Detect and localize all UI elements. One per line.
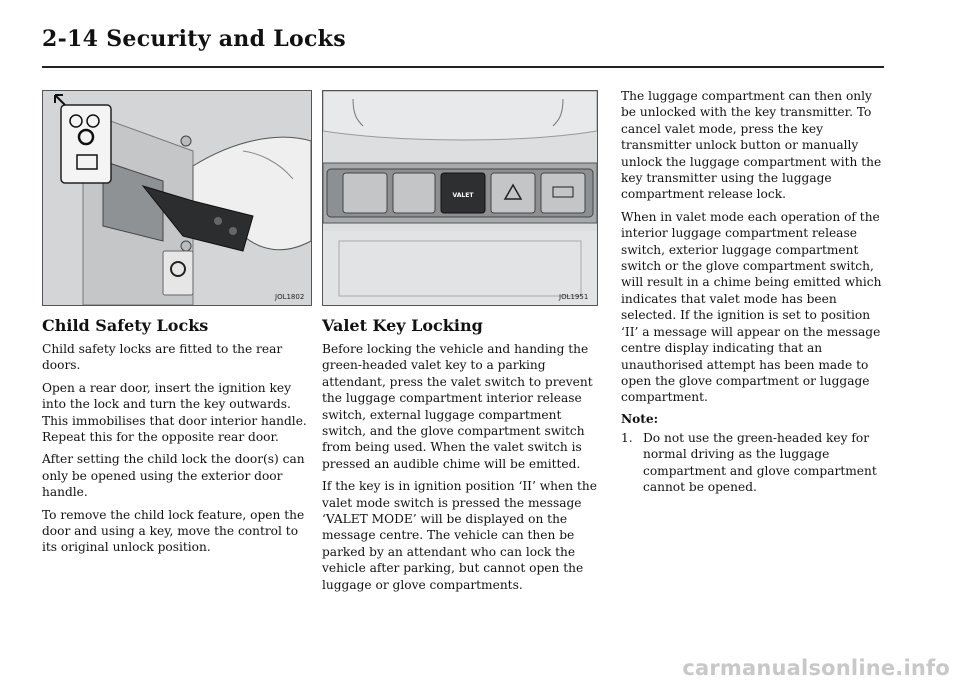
- valet-switch-illustration: [322, 90, 598, 306]
- note-text: Do not use the green-headed key for normal driving as the luggage compartment and glove compartment cannot be opened.: [643, 430, 877, 494]
- column-valet-key: [322, 90, 598, 599]
- page-title: 2-14 Security and Locks: [42, 26, 346, 52]
- column-continued: [621, 88, 883, 495]
- section-heading: Child Safety Locks: [42, 316, 209, 335]
- paragraph: When in valet mode each operation of the interior luggage compartment release switch, exterior luggage compartment switch or the glove compartment switch, will result in a chime being emitted which indicates that valet mode has been selected. If the ignition is set to position ‘II’ a message will appear on the message centre display indicating that an unauthorised attempt has been made to open the glove compartment or luggage compartment.: [621, 209, 882, 405]
- page-header: [42, 26, 884, 52]
- note-item: [621, 430, 883, 496]
- child-lock-illustration: [42, 90, 312, 306]
- paragraph: Child safety locks are fitted to the rear doors.: [42, 342, 283, 373]
- paragraph: If the key is in ignition position ‘II’ when the valet mode switch is pressed the message ‘VALET MODE’ will be displayed on the message centre. The vehicle can then be parked by an attendant who can lock the vehicle after parking, but cannot open the luggage or glove compartments.: [322, 479, 597, 592]
- paragraph: The luggage compartment can then only be unlocked with the key transmitter. To cancel valet mode, press the key transmitter unlock button or manually unlock the luggage compartment with the key transmitter using the luggage compartment release lock.: [621, 89, 882, 202]
- paragraph: After setting the child lock the door(s) can only be opened using the exterior door handle.: [42, 452, 305, 500]
- section-heading: Valet Key Locking: [322, 316, 483, 335]
- valet-switch-label: VALET: [452, 192, 474, 199]
- header-rule: [42, 66, 884, 68]
- paragraph: To remove the child lock feature, open the door and using a key, move the control to its original unlock position.: [42, 507, 305, 555]
- paragraph: Open a rear door, insert the ignition key into the lock and turn the key outwards. This immobilises that door interior handle. Repeat this for the opposite rear door.: [42, 380, 307, 445]
- watermark: carmanualsonline.info: [682, 656, 950, 680]
- figure-code: JOL1951: [559, 293, 589, 301]
- figure-code: JOL1802: [275, 293, 305, 301]
- note-number: 1.: [621, 430, 633, 445]
- column-child-safety: [42, 90, 312, 562]
- note-label: Note:: [621, 411, 659, 426]
- paragraph: Before locking the vehicle and handing the green-headed valet key to a parking attendant, press the valet switch to prevent the luggage compartment interior release switch, external luggage compartment switch, and the glove compartment switch from being used. When the valet switch is pressed an audible chime will be emitted.: [322, 342, 593, 471]
